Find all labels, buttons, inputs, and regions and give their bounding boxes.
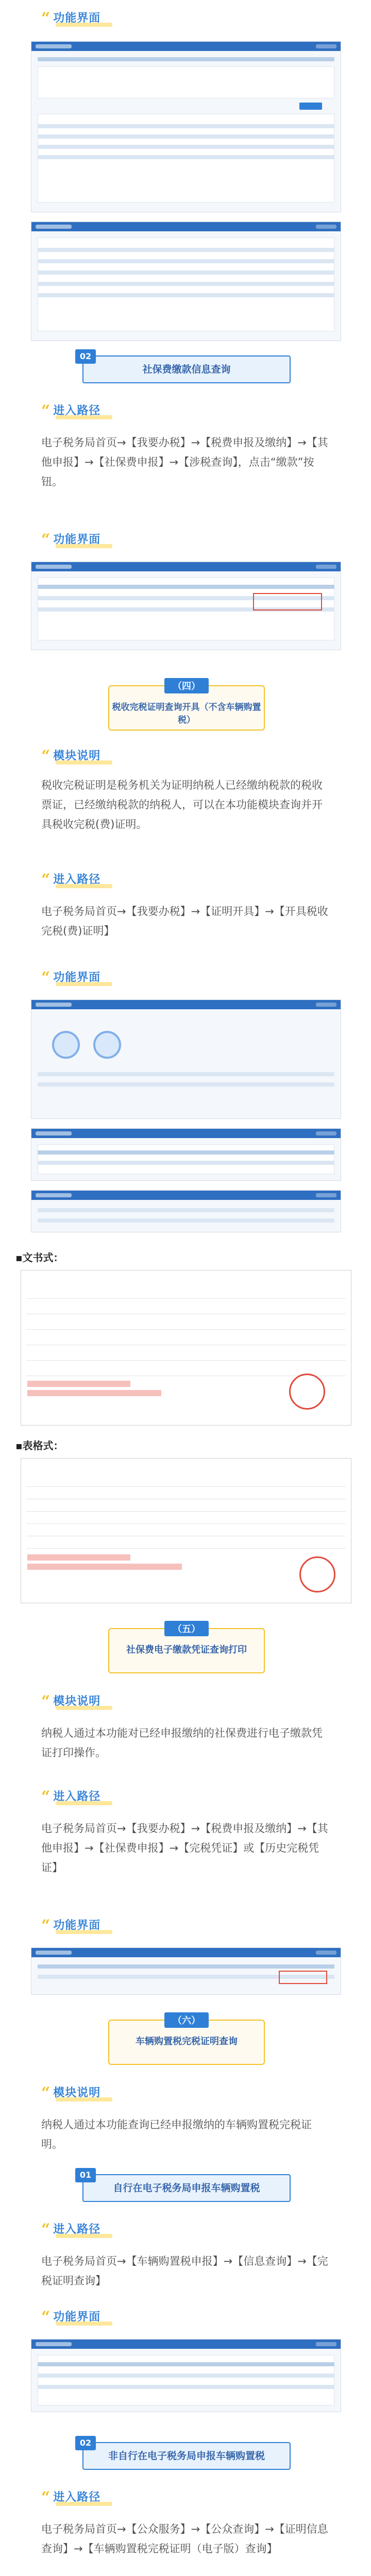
- module-desc-text: 税收完税证明是税务机关为证明纳税人已经缴纳税款的税收票证，已经缴纳税款的纳税人，可以在本功能模块查询并开具税收完税(费)证明。: [41, 779, 323, 831]
- section-header-label: 模块说明: [53, 749, 101, 762]
- section-header-label: 功能界面: [53, 971, 101, 984]
- module-desc-header: [41, 747, 101, 765]
- sample-table-style: [21, 1458, 351, 1603]
- entry-path-text: 电子税务局首页→【我要办税】→【税费申报及缴纳】→【其他申报】→【社保费申报】→【涉税查询】，点击“缴款”按钮。: [41, 436, 328, 488]
- entry-path-text: 电子税务局首页→【车辆购置税申报】→【信息查询】→【完税证明查询】: [41, 2255, 328, 2287]
- entry-path-text: 电子税务局首页→【我要办税】→【证明开具】→【开具税收完税(费)证明】: [41, 905, 328, 937]
- function-ui-header: [41, 1917, 101, 1935]
- function-ui-header: [41, 2308, 100, 2324]
- screenshot-social-fee-detail: [31, 222, 341, 341]
- section-banner-vehicle-tax: [108, 2015, 265, 2065]
- section-header-label: 功能界面: [53, 533, 101, 546]
- module-desc-header: [41, 1692, 100, 1708]
- section-header-label: 进入路径: [53, 2490, 101, 2504]
- quote-mark-icon: “: [41, 1692, 50, 1710]
- screenshot-payment-info: [31, 562, 341, 650]
- module-desc-text: 纳税人通过本功能查询已经申报缴纳的车辆购置税完税证明。: [41, 2119, 312, 2150]
- subsection-title: 社保费缴款信息查询: [142, 364, 231, 375]
- screenshot-e-voucher: [31, 1947, 341, 1995]
- quote-mark-icon: “: [41, 1917, 50, 1935]
- module-desc-text: 纳税人通过本功能对已经申报缴纳的社保费进行电子缴款凭证打印操作。: [41, 1727, 323, 1759]
- entry-path-header: [41, 1788, 101, 1806]
- official-seal-icon: [289, 1374, 325, 1410]
- section-header-label: 进入路径: [53, 1790, 101, 1803]
- sample-document-style: [21, 1270, 351, 1426]
- function-ui-header: [41, 969, 101, 987]
- subsection-number: 01: [75, 2168, 96, 2182]
- screenshot-vehicle-certificate: [31, 2339, 341, 2412]
- section-number: （六）: [164, 2012, 209, 2028]
- quote-mark-icon: “: [41, 531, 50, 549]
- quote-mark-icon: “: [41, 969, 50, 987]
- screenshot-certificate-list: [31, 1190, 341, 1232]
- section-header-label: 功能界面: [53, 11, 101, 25]
- sample-label-table-style: ▪表格式：: [15, 1439, 64, 1452]
- quote-mark-icon: “: [41, 747, 50, 765]
- section-header-label: 功能界面: [53, 2310, 101, 2324]
- section-banner-e-payment-voucher: [108, 1624, 265, 1673]
- sample-label-document-style: ▪文书式：: [15, 1251, 64, 1264]
- subsection-banner-self-filed: [79, 2170, 291, 2202]
- section-header-label: 功能界面: [53, 1919, 101, 1932]
- section-banner-tax-certificate: [108, 681, 265, 731]
- official-seal-icon: [299, 1556, 335, 1592]
- screenshot-certificate-query: [31, 1128, 341, 1181]
- quote-mark-icon: “: [41, 2084, 50, 2102]
- quote-mark-icon: “: [41, 1788, 50, 1806]
- entry-path-text: 电子税务局首页→【我要办税】→【税费申报及缴纳】→【其他申报】→【社保费申报】→【完税凭证】或【历史完税凭证】: [41, 1822, 328, 1874]
- entry-path-header: [41, 871, 101, 889]
- section-header-label: 进入路径: [53, 404, 101, 417]
- screenshot-certificate-home: [31, 999, 341, 1119]
- function-ui-header: [41, 9, 100, 25]
- section-header-label: 模块说明: [53, 2086, 101, 2099]
- subsection-number: 02: [75, 2436, 96, 2450]
- entry-path-header: [41, 2488, 100, 2504]
- section-number: （四）: [164, 678, 209, 693]
- entry-path-header: [41, 2221, 101, 2239]
- section-title: 社保费电子缴款凭证查询打印: [126, 1645, 247, 1655]
- quote-mark-icon: “: [41, 402, 50, 420]
- subsection-title: 非自行在电子税务局申报车辆购置税: [108, 2450, 265, 2462]
- subsection-banner-non-self-filed: [79, 2438, 291, 2470]
- section-title: 税收完税证明查询开具（不含车辆购置税）: [112, 702, 261, 725]
- quote-mark-icon: “: [41, 871, 50, 889]
- section-header-label: 进入路径: [53, 873, 101, 886]
- function-ui-header: [41, 531, 101, 549]
- subsection-banner-social-fee-payment: [79, 351, 291, 383]
- section-header-label: 模块说明: [53, 1694, 101, 1708]
- quote-mark-icon: “: [41, 2221, 50, 2239]
- subsection-number: 02: [75, 349, 96, 364]
- section-title: 车辆购置税完税证明查询: [136, 2036, 238, 2047]
- subsection-title: 自行在电子税务局申报车辆购置税: [113, 2182, 260, 2194]
- section-header-label: 进入路径: [53, 2223, 101, 2236]
- section-number: （五）: [164, 1621, 209, 1636]
- quote-mark-icon: “: [41, 2308, 50, 2326]
- quote-mark-icon: “: [41, 9, 50, 27]
- module-desc-header: [41, 2084, 101, 2102]
- screenshot-social-fee-list: [31, 41, 341, 212]
- entry-path-header: [41, 402, 101, 420]
- entry-path-text: 电子税务局首页→【公众服务】→【公众查询】→【证明信息查询】→【车辆购置税完税证明（电子版）查询】: [41, 2523, 328, 2555]
- quote-mark-icon: “: [41, 2488, 50, 2506]
